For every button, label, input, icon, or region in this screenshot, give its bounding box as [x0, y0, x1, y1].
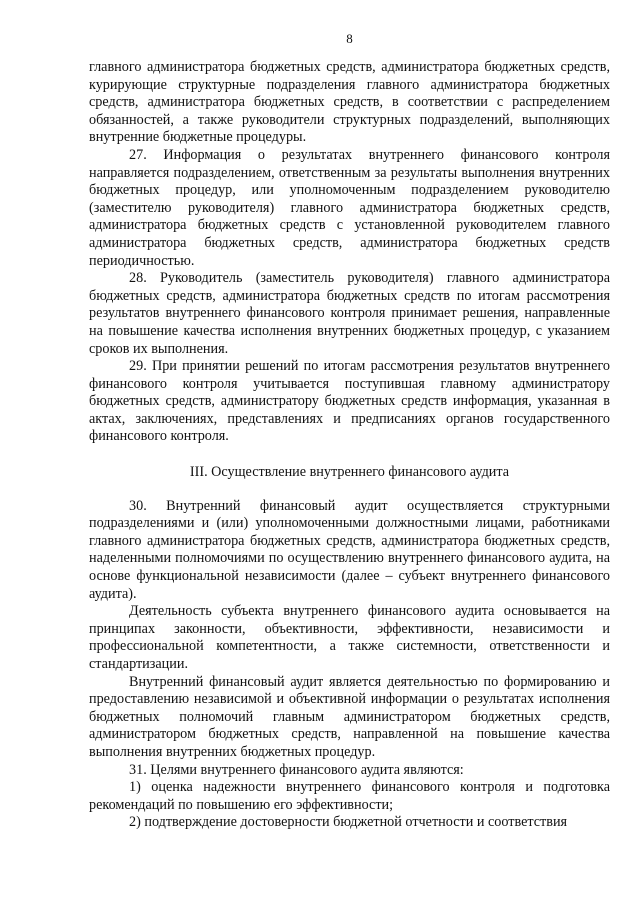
- paragraph-31: 31. Целями внутреннего финансового аудита являются:: [129, 761, 464, 778]
- section-heading: III. Осуществление внутреннего финансового аудита: [189, 464, 510, 481]
- paragraph-30: 30. Внутренний финансовый аудит осуществляется структурными подразделениями и (или) уполномоченными должностными лицами, работниками главного администратора бюджетных средств, администратора бюджетных средств, наделенными полномочиями по осуществлению внутреннего финансового аудита, на основе функциональной независимости (далее – субъект внутреннего финансового аудита).: [89, 497, 610, 602]
- list-item-1: 1) оценка надежности внутреннего финансового контроля и подготовка рекомендаций по повышению его эффективности;: [89, 779, 610, 813]
- paragraph-principles: Деятельность субъекта внутреннего финансового аудита основывается на принципах законности, объективности, эффективности, независимости и профессиональной компетентности, а также системности, ответственности и стандартизации.: [89, 603, 610, 672]
- paragraph: главного администратора бюджетных средств, администратора бюджетных средств, курирующие структурные подразделения главного администратора бюджетных средств, администратора бюджетных средств, в соответствии с распределением обязанностей, а также руководители структурных подразделений, выполняющих внутренние бюджетные процедуры.: [89, 59, 610, 146]
- paragraph-28: 28. Руководитель (заместитель руководителя) главного администратора бюджетных средств, администратора бюджетных средств по итогам рассмотрения результатов внутреннего финансового контроля принимает решения, направленные на повышение качества исполнения внутренних бюджетных процедур, с указанием сроков их выполнения.: [89, 270, 610, 357]
- paragraph-29: 29. При принятии решений по итогам рассмотрения результатов внутреннего финансового контроля учитывается поступившая главному администратору бюджетных средств, администратору бюджетных средств информация, указанная в актах, заключениях, представлениях и предписаниях органов государственного финансового контроля.: [89, 358, 610, 445]
- paragraph-27: 27. Информация о результатах внутреннего финансового контроля направляется подразделением, ответственным за результаты выполнения внутренних бюджетных процедур, или уполномоченным подразделением руководителю (заместителю руководителя) главного администратора бюджетных средств, администратора бюджетных средств с установленной руководителем главного администратора бюджетных средств, администратора бюджетных средств периодичностью.: [89, 146, 610, 269]
- page-number: 8: [346, 31, 353, 46]
- paragraph-definition: Внутренний финансовый аудит является деятельностью по формированию и предоставлению независимой и объективной информации о результатах исполнения бюджетных полномочий главным администратором бюджетных средств, администратором бюджетных средств, направленной на повышение качества выполнения внутренних бюджетных процедур.: [89, 673, 610, 760]
- list-item-2: 2) подтверждение достоверности бюджетной отчетности и соответствия: [129, 814, 568, 831]
